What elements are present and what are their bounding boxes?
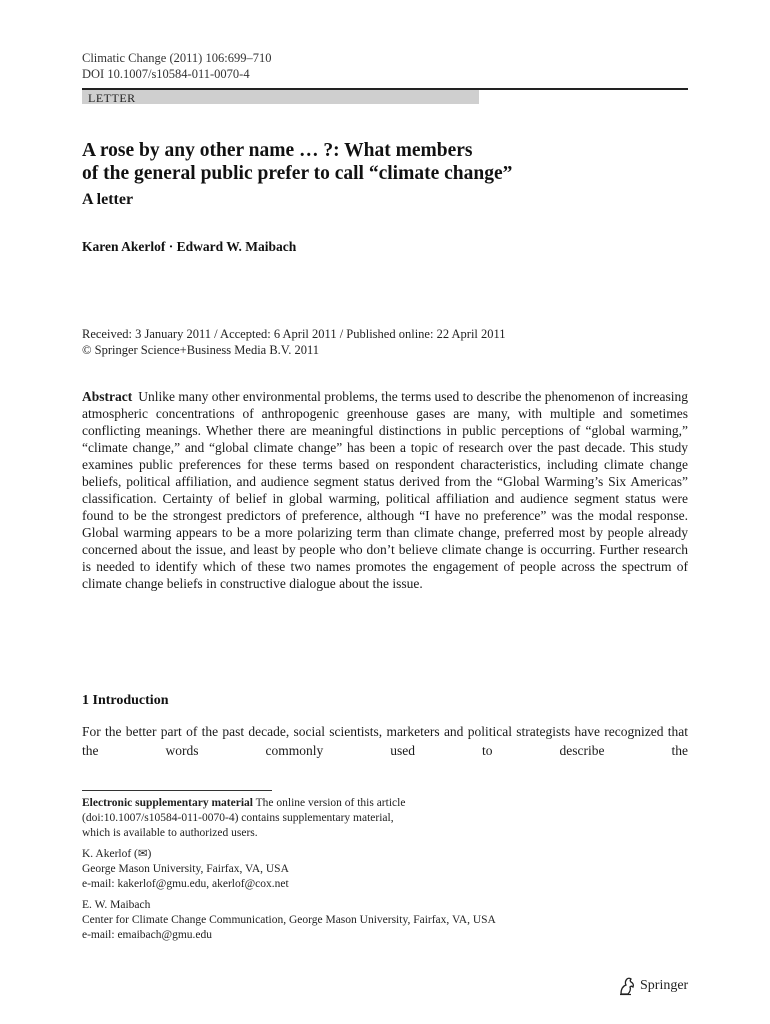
author2-affiliation: Center for Climate Change Communication, George Mason University, Fairfax, VA, USA (82, 914, 496, 926)
abstract-label: Abstract (82, 389, 133, 404)
journal-citation: Climatic Change (2011) 106:699–710 (82, 51, 272, 65)
footnotes (82, 796, 688, 949)
author1-email[interactable]: e-mail: kakerlof@gmu.edu, akerlof@cox.net (82, 878, 289, 890)
esm-footnote (82, 796, 688, 841)
abstract (82, 388, 688, 592)
article-title-line-2: of the general public prefer to call “climate change” (82, 163, 513, 184)
mail-icon: ✉ (137, 848, 148, 860)
journal-doi: DOI 10.1007/s10584-011-0070-4 (82, 67, 250, 81)
article-subtitle: A letter (82, 191, 134, 208)
author1-affiliation: George Mason University, Fairfax, VA, USA (82, 863, 289, 875)
publisher-logo (618, 975, 688, 997)
copyright-notice: © Springer Science+Business Media B.V. 2011 (82, 343, 320, 357)
section-type-bar (82, 88, 688, 104)
article-title-line-1: A rose by any other name … ?: What members (82, 140, 473, 161)
abstract-text: Unlike many other environmental problems, the terms used to describe the phenomenon of increasing atmospheric concentrations of anthropogenic greenhouse gases are many, with multiple and sometimes conflicting meanings. Whether there are meaningful distinctions in public perceptions of “global warming,” “climate change,” and “global climate change” has been a topic of research over the past decade. This study examines public preferences for these terms based on respondent characteristics, including climate change beliefs, political affiliation, and audience segment status derived from the “Global Warming’s Six Americas” classification. Certainty of belief in global warming, political affiliation and audience segment status were found to be the strongest predictors of preference, although “I have no preference” was the modal response. Global warming appears to be a more polarizing term than climate change, preferred most by people already concerned about the issue, and least by people who don’t believe climate change is occurring. Further research is needed to identify which of these two names promotes the engagement of people across the spectrum of climate change beliefs in constructive dialogue about the issue. (82, 389, 688, 591)
author1-name: K. Akerlof ( (82, 848, 138, 860)
author2-name: E. W. Maibach (82, 899, 151, 911)
section-type-band (82, 90, 479, 104)
esm-line-3: which is available to authorized users. (82, 827, 258, 839)
esm-line-1: The online version of this article (255, 797, 406, 809)
footnote-rule (82, 790, 272, 791)
introduction-text: For the better part of the past decade, social scientists, marketers and political strategists have recognized that the words commonly used to describe the (82, 724, 688, 758)
author-list: Karen Akerlof · Edward W. Maibach (82, 239, 297, 254)
esm-line-2: (doi:10.1007/s10584-011-0070-4) contains supplementary material, (82, 812, 394, 824)
esm-label: Electronic supplementary material (82, 797, 253, 809)
section-type-label: LETTER (88, 91, 136, 105)
section-heading-introduction: 1 Introduction (82, 693, 169, 708)
springer-horse-icon (618, 976, 636, 996)
author1-affiliation-block (82, 847, 688, 892)
author2-email[interactable]: e-mail: emaibach@gmu.edu (82, 929, 213, 941)
article-title (82, 139, 682, 185)
publication-dates: Received: 3 January 2011 / Accepted: 6 April 2011 / Published online: 22 April 2011 (82, 327, 506, 341)
publication-info (82, 326, 506, 358)
journal-header (82, 50, 271, 82)
author2-affiliation-block (82, 898, 688, 943)
publisher-name: Springer (640, 978, 689, 993)
author1-name-end: ) (147, 848, 152, 860)
